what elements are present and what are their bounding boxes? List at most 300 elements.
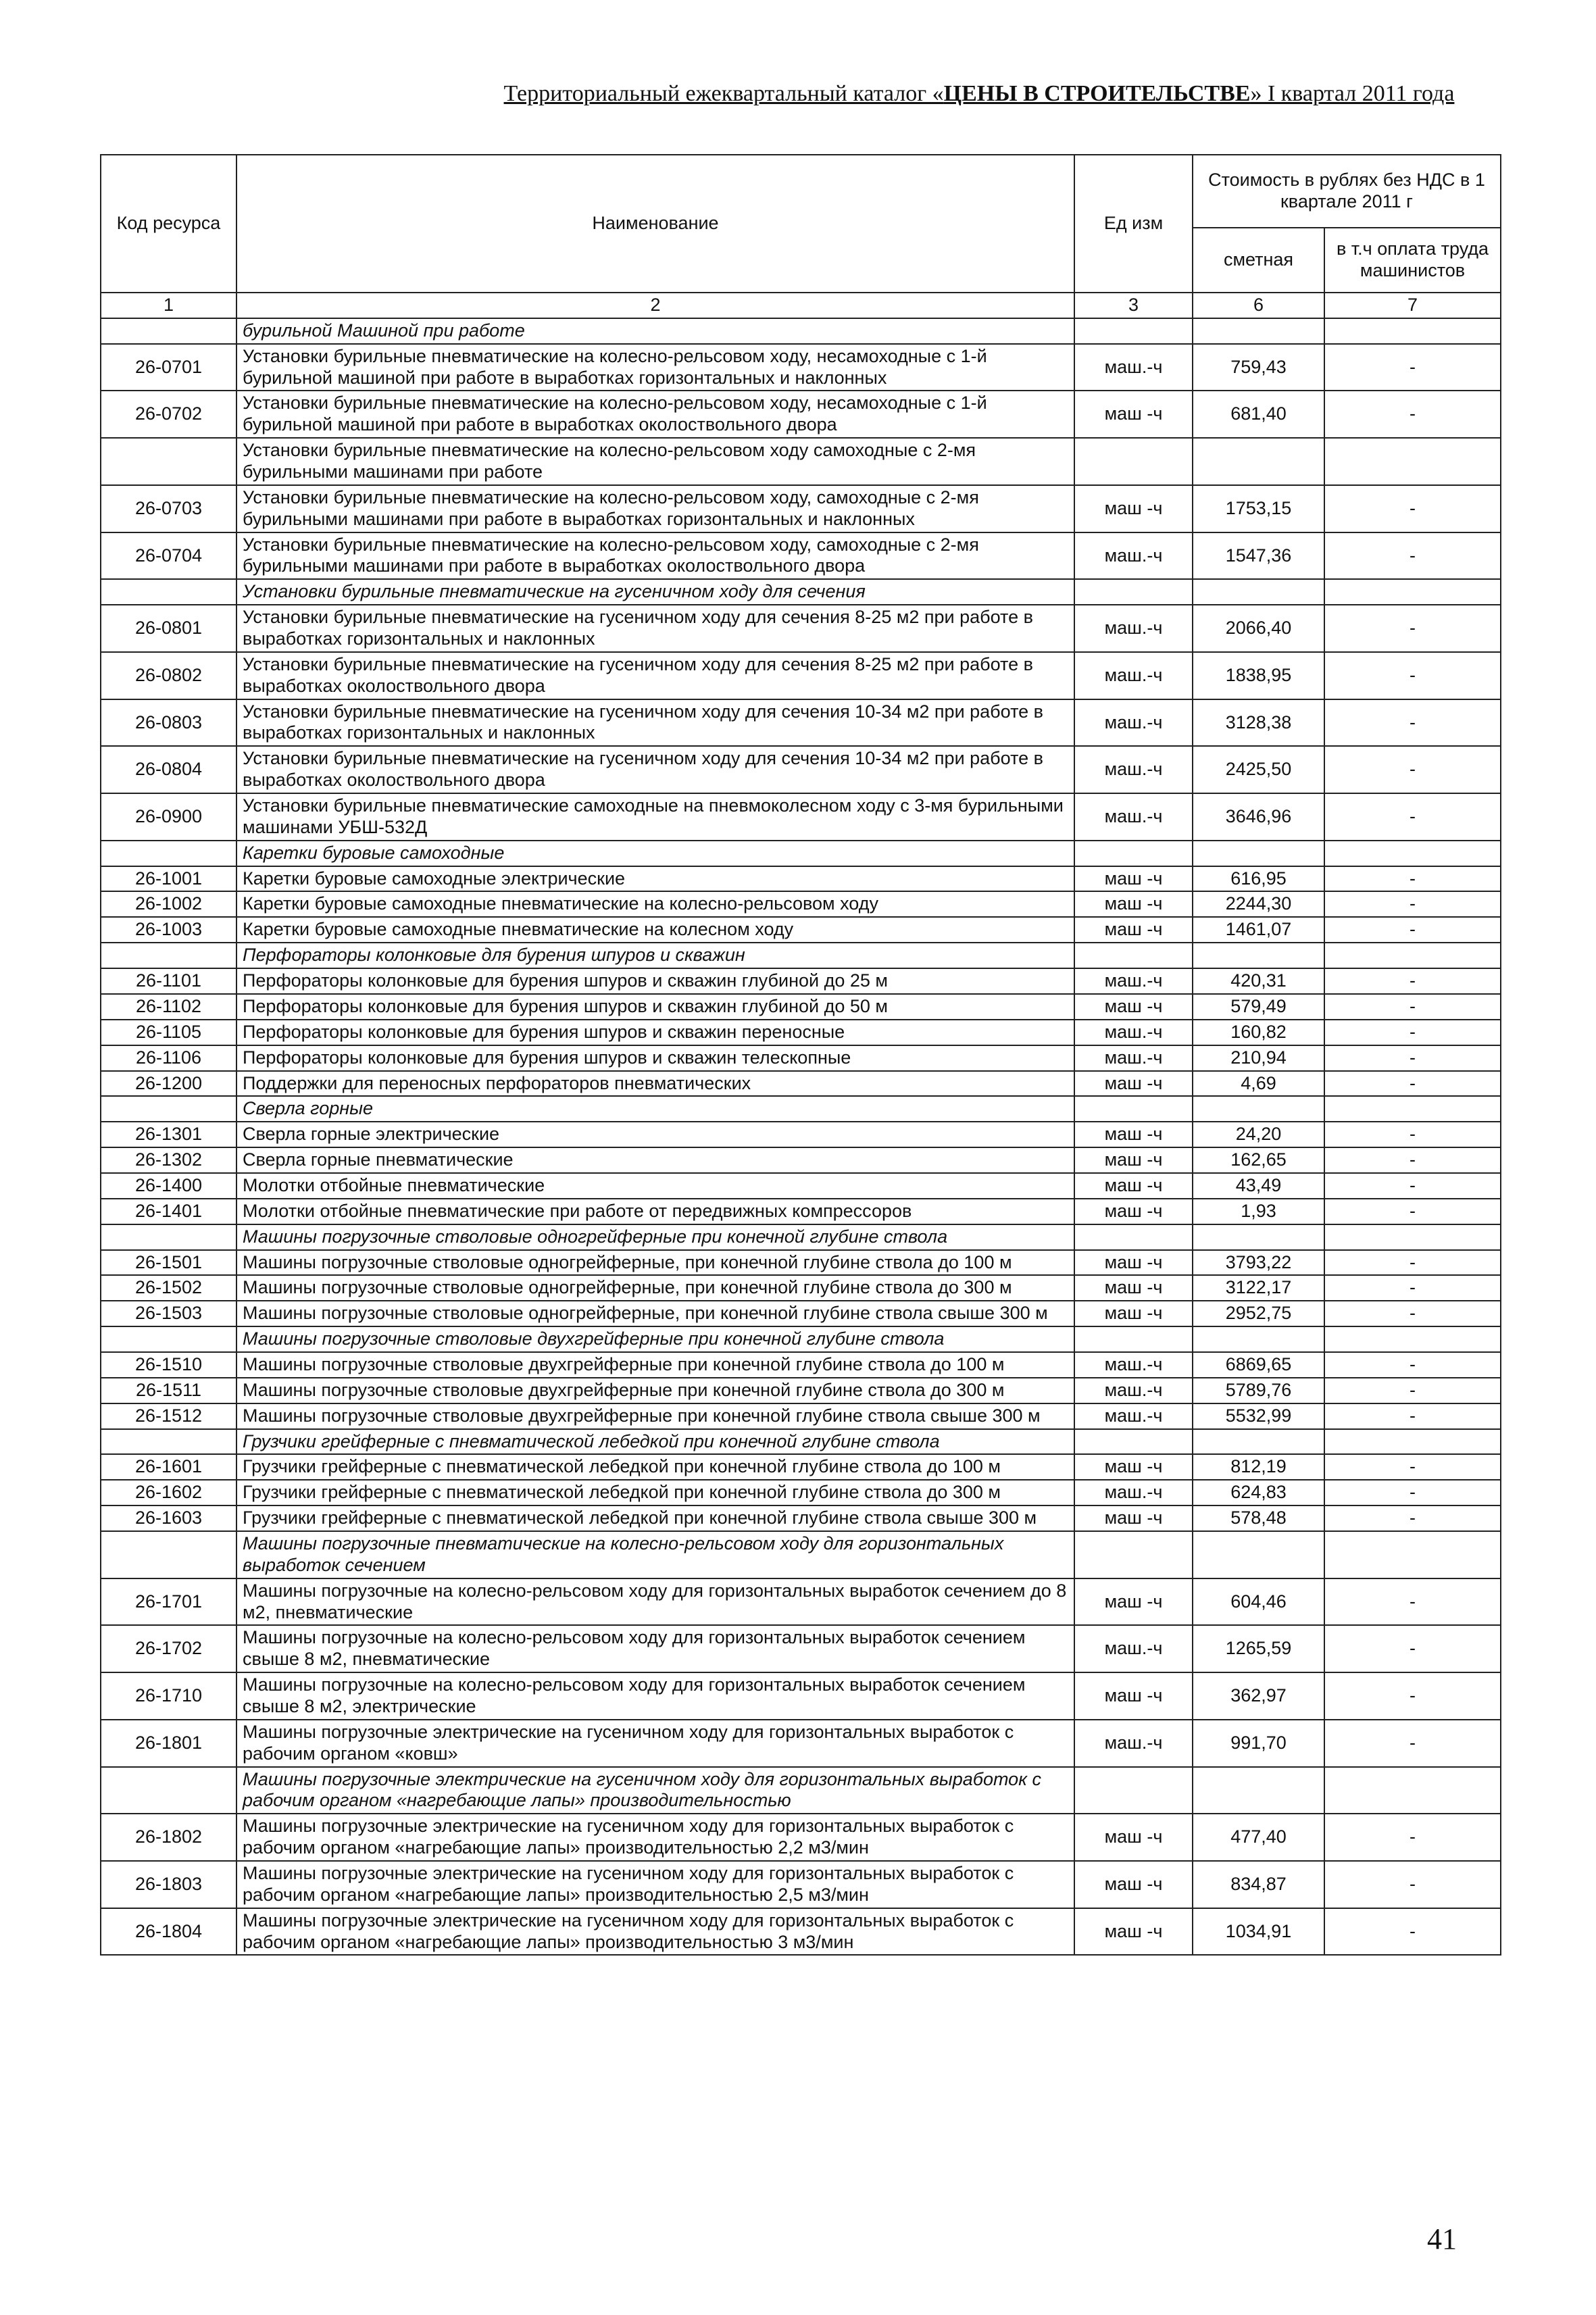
unit-cell: маш -ч (1074, 1275, 1193, 1301)
estimate-price: 43,49 (1193, 1173, 1324, 1199)
estimate-price: 1753,15 (1193, 485, 1324, 532)
estimate-price: 362,97 (1193, 1672, 1324, 1720)
estimate-price: 991,70 (1193, 1720, 1324, 1767)
table-row (101, 1275, 1501, 1301)
resource-name: Молотки отбойные пневматические (236, 1173, 1074, 1199)
resource-name: Молотки отбойные пневматические при работе от передвижных компрессоров (236, 1199, 1074, 1224)
resource-code: 26-1511 (101, 1378, 236, 1403)
unit-cell: маш -ч (1074, 994, 1193, 1020)
resource-code: 26-1503 (101, 1301, 236, 1326)
resource-code: 26-1501 (101, 1250, 236, 1276)
resource-name: Машины погрузочные электрические на гусеничном ходу для горизонтальных выработок с рабочим органом «нагребающие лапы» производительностью (236, 1767, 1074, 1814)
resource-code: 26-1302 (101, 1147, 236, 1173)
section-row (101, 1429, 1501, 1455)
labor-cost: - (1324, 1173, 1501, 1199)
labor-cost: - (1324, 1454, 1501, 1480)
col-header-code: Код ресурса (101, 155, 236, 293)
unit-cell: маш.-ч (1074, 1625, 1193, 1672)
resource-code (101, 1224, 236, 1250)
unit-cell: маш.-ч (1074, 1020, 1193, 1045)
resource-code: 26-1512 (101, 1403, 236, 1429)
resource-name: Машины погрузочные на колесно-рельсовом ходу для горизонтальных выработок сечением свыше 8 м2, пневматические (236, 1625, 1074, 1672)
resource-name: Каретки буровые самоходные электрические (236, 866, 1074, 892)
estimate-price (1193, 1096, 1324, 1122)
section-row (101, 318, 1501, 344)
resource-code (101, 1531, 236, 1578)
unit-cell: маш.-ч (1074, 1045, 1193, 1071)
unit-cell (1074, 1224, 1193, 1250)
resource-code: 26-0804 (101, 746, 236, 793)
labor-cost: - (1324, 1199, 1501, 1224)
resource-code: 26-1803 (101, 1861, 236, 1908)
table-row (101, 1403, 1501, 1429)
resource-name: Установки бурильные пневматические самоходные на пневмоколесном ходу с 3-мя бурильными машинами УБШ-532Д (236, 793, 1074, 841)
labor-cost (1324, 1531, 1501, 1578)
table-row (101, 532, 1501, 580)
resource-code (101, 1096, 236, 1122)
resource-name: Установки бурильные пневматические на гусеничном ходу для сечения 10-34 м2 при работе в выработках околоствольного двора (236, 746, 1074, 793)
unit-cell: маш.-ч (1074, 605, 1193, 652)
col-header-name: Наименование (236, 155, 1074, 293)
estimate-price: 2066,40 (1193, 605, 1324, 652)
estimate-price: 162,65 (1193, 1147, 1324, 1173)
unit-cell: маш.-ч (1074, 652, 1193, 699)
resource-name: Машины погрузочные стволовые двухгрейферные при конечной глубине ствола до 300 м (236, 1378, 1074, 1403)
unit-cell: маш -ч (1074, 866, 1193, 892)
unit-cell (1074, 1531, 1193, 1578)
unit-cell: маш -ч (1074, 1505, 1193, 1531)
resource-code: 26-1400 (101, 1173, 236, 1199)
header-prefix: Территориальный ежеквартальный каталог « (503, 81, 944, 106)
labor-cost: - (1324, 1672, 1501, 1720)
resource-code: 26-1003 (101, 917, 236, 943)
table-row (101, 1147, 1501, 1173)
unit-cell (1074, 841, 1193, 866)
labor-cost: - (1324, 866, 1501, 892)
unit-cell: маш -ч (1074, 1578, 1193, 1626)
resource-code: 26-1106 (101, 1045, 236, 1071)
estimate-price: 2952,75 (1193, 1301, 1324, 1326)
section-row (101, 1531, 1501, 1578)
resource-code: 26-1801 (101, 1720, 236, 1767)
resource-name: Установки бурильные пневматические на колесно-рельсовом ходу, самоходные с 2-мя бурильными машинами при работе в выработках околоствольного двора (236, 532, 1074, 580)
estimate-price: 2244,30 (1193, 891, 1324, 917)
labor-cost: - (1324, 1250, 1501, 1276)
resource-code: 26-0802 (101, 652, 236, 699)
resource-name: Машины погрузочные стволовые одногрейферные, при конечной глубине ствола свыше 300 м (236, 1301, 1074, 1326)
unit-cell: маш -ч (1074, 917, 1193, 943)
estimate-price: 1838,95 (1193, 652, 1324, 699)
table-row (101, 605, 1501, 652)
resource-code (101, 1326, 236, 1352)
estimate-price: 210,94 (1193, 1045, 1324, 1071)
resource-code: 26-1101 (101, 968, 236, 994)
unit-cell: маш.-ч (1074, 344, 1193, 391)
resource-name: Каретки буровые самоходные пневматические на колесном ходу (236, 917, 1074, 943)
labor-cost: - (1324, 917, 1501, 943)
resource-code: 26-1802 (101, 1814, 236, 1861)
resource-name: Машины погрузочные пневматические на колесно-рельсовом ходу для горизонтальных выработок сечением (236, 1531, 1074, 1578)
table-row (101, 652, 1501, 699)
table-row (101, 344, 1501, 391)
resource-code: 26-0900 (101, 793, 236, 841)
table-row (101, 1352, 1501, 1378)
col-number: 7 (1324, 293, 1501, 318)
labor-cost: - (1324, 1378, 1501, 1403)
labor-cost (1324, 1326, 1501, 1352)
estimate-price: 579,49 (1193, 994, 1324, 1020)
resource-code: 26-1603 (101, 1505, 236, 1531)
resource-name: Перфораторы колонковые для бурения шпуров и скважин (236, 943, 1074, 968)
labor-cost: - (1324, 699, 1501, 747)
labor-cost (1324, 318, 1501, 344)
unit-cell: маш -ч (1074, 485, 1193, 532)
table-row (101, 1505, 1501, 1531)
estimate-price: 1461,07 (1193, 917, 1324, 943)
col-number: 2 (236, 293, 1074, 318)
resource-code (101, 943, 236, 968)
labor-cost: - (1324, 1122, 1501, 1147)
unit-cell: маш -ч (1074, 1147, 1193, 1173)
labor-cost (1324, 438, 1501, 485)
estimate-price: 6869,65 (1193, 1352, 1324, 1378)
table-row (101, 1250, 1501, 1276)
section-row (101, 579, 1501, 605)
unit-cell: маш -ч (1074, 1861, 1193, 1908)
resource-name: Установки бурильные пневматические на колесно-рельсовом ходу, самоходные с 2-мя бурильными машинами при работе в выработках горизонтальных и наклонных (236, 485, 1074, 532)
unit-cell: маш.-ч (1074, 1720, 1193, 1767)
table-row (101, 1071, 1501, 1097)
resource-name: Перфораторы колонковые для бурения шпуров и скважин переносные (236, 1020, 1074, 1045)
estimate-price (1193, 1224, 1324, 1250)
resource-name: Установки бурильные пневматические на колесно-рельсовом ходу, несамоходные с 1-й бурильной машиной при работе в выработках горизонтальных и наклонных (236, 344, 1074, 391)
labor-cost (1324, 943, 1501, 968)
table-row (101, 746, 1501, 793)
resource-code: 26-0701 (101, 344, 236, 391)
estimate-price: 2425,50 (1193, 746, 1324, 793)
unit-cell: маш.-ч (1074, 532, 1193, 580)
estimate-price: 834,87 (1193, 1861, 1324, 1908)
labor-cost: - (1324, 652, 1501, 699)
col-header-unit: Ед изм (1074, 155, 1193, 293)
col-number: 3 (1074, 293, 1193, 318)
estimate-price: 4,69 (1193, 1071, 1324, 1097)
section-row (101, 943, 1501, 968)
page-number: 41 (1427, 2222, 1457, 2256)
col-header-estimate: сметная (1193, 228, 1324, 293)
table-row (101, 1045, 1501, 1071)
resource-code: 26-1002 (101, 891, 236, 917)
estimate-price: 3793,22 (1193, 1250, 1324, 1276)
table-row (101, 1454, 1501, 1480)
resource-name: Машины погрузочные электрические на гусеничном ходу для горизонтальных выработок с рабочим органом «нагребающие лапы» производительностью 3 м3/мин (236, 1908, 1074, 1956)
resource-name: Грузчики грейферные с пневматической лебедкой при конечной глубине ствола свыше 300 м (236, 1505, 1074, 1531)
labor-cost (1324, 1096, 1501, 1122)
unit-cell: маш.-ч (1074, 1352, 1193, 1378)
resource-name: Машины погрузочные электрические на гусеничном ходу для горизонтальных выработок с рабочим органом «ковш» (236, 1720, 1074, 1767)
resource-name: Машины погрузочные на колесно-рельсовом ходу для горизонтальных выработок сечением до 8 м2, пневматические (236, 1578, 1074, 1626)
table-row (101, 1480, 1501, 1505)
table-row (101, 1672, 1501, 1720)
resource-name: Установки бурильные пневматические на гусеничном ходу для сечения (236, 579, 1074, 605)
estimate-price (1193, 841, 1324, 866)
labor-cost: - (1324, 1578, 1501, 1626)
estimate-price (1193, 318, 1324, 344)
labor-cost: - (1324, 344, 1501, 391)
page-header (491, 81, 1468, 107)
resource-name: Машины погрузочные стволовые одногрейферные при конечной глубине ствола (236, 1224, 1074, 1250)
table-row (101, 1720, 1501, 1767)
resource-code: 26-1502 (101, 1275, 236, 1301)
labor-cost: - (1324, 1403, 1501, 1429)
estimate-price (1193, 1326, 1324, 1352)
estimate-price: 1034,91 (1193, 1908, 1324, 1956)
estimate-price (1193, 1767, 1324, 1814)
unit-cell: маш.-ч (1074, 1480, 1193, 1505)
table-body (101, 318, 1501, 1956)
labor-cost: - (1324, 1275, 1501, 1301)
resource-name: Машины погрузочные электрические на гусеничном ходу для горизонтальных выработок с рабочим органом «нагребающие лапы» производительностью 2,5 м3/мин (236, 1861, 1074, 1908)
resource-code: 26-1200 (101, 1071, 236, 1097)
estimate-price: 3122,17 (1193, 1275, 1324, 1301)
labor-cost (1324, 841, 1501, 866)
labor-cost: - (1324, 485, 1501, 532)
estimate-price: 1547,36 (1193, 532, 1324, 580)
labor-cost: - (1324, 994, 1501, 1020)
unit-cell (1074, 943, 1193, 968)
estimate-price: 5532,99 (1193, 1403, 1324, 1429)
resource-code: 26-1401 (101, 1199, 236, 1224)
labor-cost: - (1324, 1020, 1501, 1045)
unit-cell: маш -ч (1074, 1071, 1193, 1097)
labor-cost: - (1324, 1720, 1501, 1767)
resource-name: Поддержки для переносных перфораторов пневматических (236, 1071, 1074, 1097)
resource-code (101, 1429, 236, 1455)
labor-cost: - (1324, 1814, 1501, 1861)
table-row (101, 699, 1501, 747)
unit-cell: маш -ч (1074, 1301, 1193, 1326)
resource-name: Сверла горные (236, 1096, 1074, 1122)
table-row (101, 793, 1501, 841)
resource-code: 26-1301 (101, 1122, 236, 1147)
table-row (101, 994, 1501, 1020)
unit-cell: маш.-ч (1074, 1403, 1193, 1429)
estimate-price (1193, 438, 1324, 485)
section-row (101, 1224, 1501, 1250)
resource-name: Машины погрузочные стволовые двухгрейферные при конечной глубине ствола свыше 300 м (236, 1403, 1074, 1429)
unit-cell: маш -ч (1074, 1454, 1193, 1480)
estimate-price: 578,48 (1193, 1505, 1324, 1531)
estimate-price (1193, 579, 1324, 605)
unit-cell: маш -ч (1074, 1199, 1193, 1224)
estimate-price: 477,40 (1193, 1814, 1324, 1861)
resource-code (101, 318, 236, 344)
table-row (101, 968, 1501, 994)
resource-name: Сверла горные пневматические (236, 1147, 1074, 1173)
labor-cost: - (1324, 532, 1501, 580)
labor-cost (1324, 1224, 1501, 1250)
estimate-price: 1,93 (1193, 1199, 1324, 1224)
estimate-price: 604,46 (1193, 1578, 1324, 1626)
table-row (101, 1908, 1501, 1956)
unit-cell (1074, 318, 1193, 344)
header-title: ЦЕНЫ В СТРОИТЕЛЬСТВЕ (943, 81, 1251, 106)
resource-code: 26-0801 (101, 605, 236, 652)
labor-cost (1324, 579, 1501, 605)
unit-cell: маш.-ч (1074, 1378, 1193, 1403)
resource-code: 26-1105 (101, 1020, 236, 1045)
resource-code: 26-1001 (101, 866, 236, 892)
estimate-price: 616,95 (1193, 866, 1324, 892)
resource-name: Установки бурильные пневматические на гусеничном ходу для сечения 8-25 м2 при работе в выработках горизонтальных и наклонных (236, 605, 1074, 652)
resource-code: 26-0703 (101, 485, 236, 532)
table-row (101, 1578, 1501, 1626)
table-row (101, 391, 1501, 438)
resource-name: Перфораторы колонковые для бурения шпуров и скважин глубиной до 50 м (236, 994, 1074, 1020)
labor-cost: - (1324, 1301, 1501, 1326)
unit-cell: маш -ч (1074, 891, 1193, 917)
table-row (101, 1199, 1501, 1224)
unit-cell: маш -ч (1074, 1814, 1193, 1861)
estimate-price: 681,40 (1193, 391, 1324, 438)
resource-name: Машины погрузочные стволовые двухгрейферные при конечной глубине ствола до 100 м (236, 1352, 1074, 1378)
labor-cost: - (1324, 968, 1501, 994)
table-row (101, 1020, 1501, 1045)
unit-cell (1074, 1767, 1193, 1814)
estimate-price: 3646,96 (1193, 793, 1324, 841)
estimate-price: 1265,59 (1193, 1625, 1324, 1672)
labor-cost: - (1324, 1861, 1501, 1908)
estimate-price: 3128,38 (1193, 699, 1324, 747)
resource-code (101, 438, 236, 485)
resource-name: Грузчики грейферные с пневматической лебедкой при конечной глубине ствола до 100 м (236, 1454, 1074, 1480)
resource-name: Каретки буровые самоходные пневматические на колесно-рельсовом ходу (236, 891, 1074, 917)
col-header-labor: в т.ч оплата труда машинистов (1324, 228, 1501, 293)
estimate-price (1193, 943, 1324, 968)
labor-cost: - (1324, 605, 1501, 652)
estimate-price: 759,43 (1193, 344, 1324, 391)
unit-cell: маш -ч (1074, 1250, 1193, 1276)
unit-cell (1074, 438, 1193, 485)
header-suffix: » I квартал 2011 года (1250, 81, 1455, 106)
table-row (101, 917, 1501, 943)
resource-code (101, 841, 236, 866)
unit-cell: маш -ч (1074, 391, 1193, 438)
unit-cell (1074, 1429, 1193, 1455)
unit-cell: маш -ч (1074, 1672, 1193, 1720)
resource-code: 26-0704 (101, 532, 236, 580)
section-row (101, 1326, 1501, 1352)
estimate-price: 5789,76 (1193, 1378, 1324, 1403)
labor-cost (1324, 1429, 1501, 1455)
resource-code: 26-1701 (101, 1578, 236, 1626)
table-row (101, 485, 1501, 532)
table-row (101, 866, 1501, 892)
estimate-price: 160,82 (1193, 1020, 1324, 1045)
unit-cell: маш.-ч (1074, 699, 1193, 747)
labor-cost: - (1324, 1147, 1501, 1173)
labor-cost: - (1324, 793, 1501, 841)
resource-code: 26-1710 (101, 1672, 236, 1720)
table-row (101, 1122, 1501, 1147)
resource-name: Машины погрузочные электрические на гусеничном ходу для горизонтальных выработок с рабочим органом «нагребающие лапы» производительностью 2,2 м3/мин (236, 1814, 1074, 1861)
resource-code: 26-1804 (101, 1908, 236, 1956)
resource-code: 26-1602 (101, 1480, 236, 1505)
col-number: 1 (101, 293, 236, 318)
estimate-price: 24,20 (1193, 1122, 1324, 1147)
labor-cost: - (1324, 891, 1501, 917)
section-row (101, 1096, 1501, 1122)
unit-cell (1074, 579, 1193, 605)
resource-code: 26-0803 (101, 699, 236, 747)
resource-code (101, 579, 236, 605)
resource-name: Перфораторы колонковые для бурения шпуров и скважин глубиной до 25 м (236, 968, 1074, 994)
estimate-price (1193, 1531, 1324, 1578)
resource-name: Грузчики грейферные с пневматической лебедкой при конечной глубине ствола до 300 м (236, 1480, 1074, 1505)
unit-cell: маш -ч (1074, 1122, 1193, 1147)
labor-cost (1324, 1767, 1501, 1814)
resource-name: Машины погрузочные стволовые одногрейферные, при конечной глубине ствола до 100 м (236, 1250, 1074, 1276)
resource-name: Машины погрузочные стволовые одногрейферные, при конечной глубине ствола до 300 м (236, 1275, 1074, 1301)
unit-cell (1074, 1096, 1193, 1122)
resource-code: 26-1510 (101, 1352, 236, 1378)
col-header-cost: Стоимость в рублях без НДС в 1 квартале 2011 г (1193, 155, 1501, 228)
unit-cell: маш.-ч (1074, 793, 1193, 841)
estimate-price: 812,19 (1193, 1454, 1324, 1480)
labor-cost: - (1324, 746, 1501, 793)
resource-code: 26-1601 (101, 1454, 236, 1480)
table-row (101, 891, 1501, 917)
resource-name: Установки бурильные пневматические на колесно-рельсовом ходу, несамоходные с 1-й бурильной машиной при работе в выработках околоствольного двора (236, 391, 1074, 438)
resource-name: бурильной Машиной при работе (236, 318, 1074, 344)
estimate-price: 420,31 (1193, 968, 1324, 994)
resource-code: 26-1702 (101, 1625, 236, 1672)
resource-name: Перфораторы колонковые для бурения шпуров и скважин телескопные (236, 1045, 1074, 1071)
resource-name: Сверла горные электрические (236, 1122, 1074, 1147)
labor-cost: - (1324, 391, 1501, 438)
table-row (101, 1861, 1501, 1908)
unit-cell (1074, 1326, 1193, 1352)
labor-cost: - (1324, 1625, 1501, 1672)
resource-name: Каретки буровые самоходные (236, 841, 1074, 866)
resource-code: 26-0702 (101, 391, 236, 438)
resource-name: Машины погрузочные стволовые двухгрейферные при конечной глубине ствола (236, 1326, 1074, 1352)
labor-cost: - (1324, 1071, 1501, 1097)
resource-name: Грузчики грейферные с пневматической лебедкой при конечной глубине ствола (236, 1429, 1074, 1455)
labor-cost: - (1324, 1505, 1501, 1531)
col-number: 6 (1193, 293, 1324, 318)
estimate-price (1193, 1429, 1324, 1455)
section-row (101, 841, 1501, 866)
unit-cell: маш.-ч (1074, 746, 1193, 793)
estimate-price: 624,83 (1193, 1480, 1324, 1505)
table-row (101, 1814, 1501, 1861)
labor-cost: - (1324, 1045, 1501, 1071)
resource-name: Установки бурильные пневматические на гусеничном ходу для сечения 8-25 м2 при работе в выработках околоствольного двора (236, 652, 1074, 699)
labor-cost: - (1324, 1908, 1501, 1956)
table-row (101, 1301, 1501, 1326)
price-table (100, 154, 1501, 1956)
section-row (101, 1767, 1501, 1814)
unit-cell: маш -ч (1074, 1173, 1193, 1199)
resource-name: Установки бурильные пневматические на гусеничном ходу для сечения 10-34 м2 при работе в выработках горизонтальных и наклонных (236, 699, 1074, 747)
unit-cell: маш -ч (1074, 1908, 1193, 1956)
table-row (101, 1173, 1501, 1199)
table-row (101, 1625, 1501, 1672)
resource-name: Машины погрузочные на колесно-рельсовом ходу для горизонтальных выработок сечением свыше 8 м2, электрические (236, 1672, 1074, 1720)
unit-cell: маш.-ч (1074, 968, 1193, 994)
labor-cost: - (1324, 1352, 1501, 1378)
